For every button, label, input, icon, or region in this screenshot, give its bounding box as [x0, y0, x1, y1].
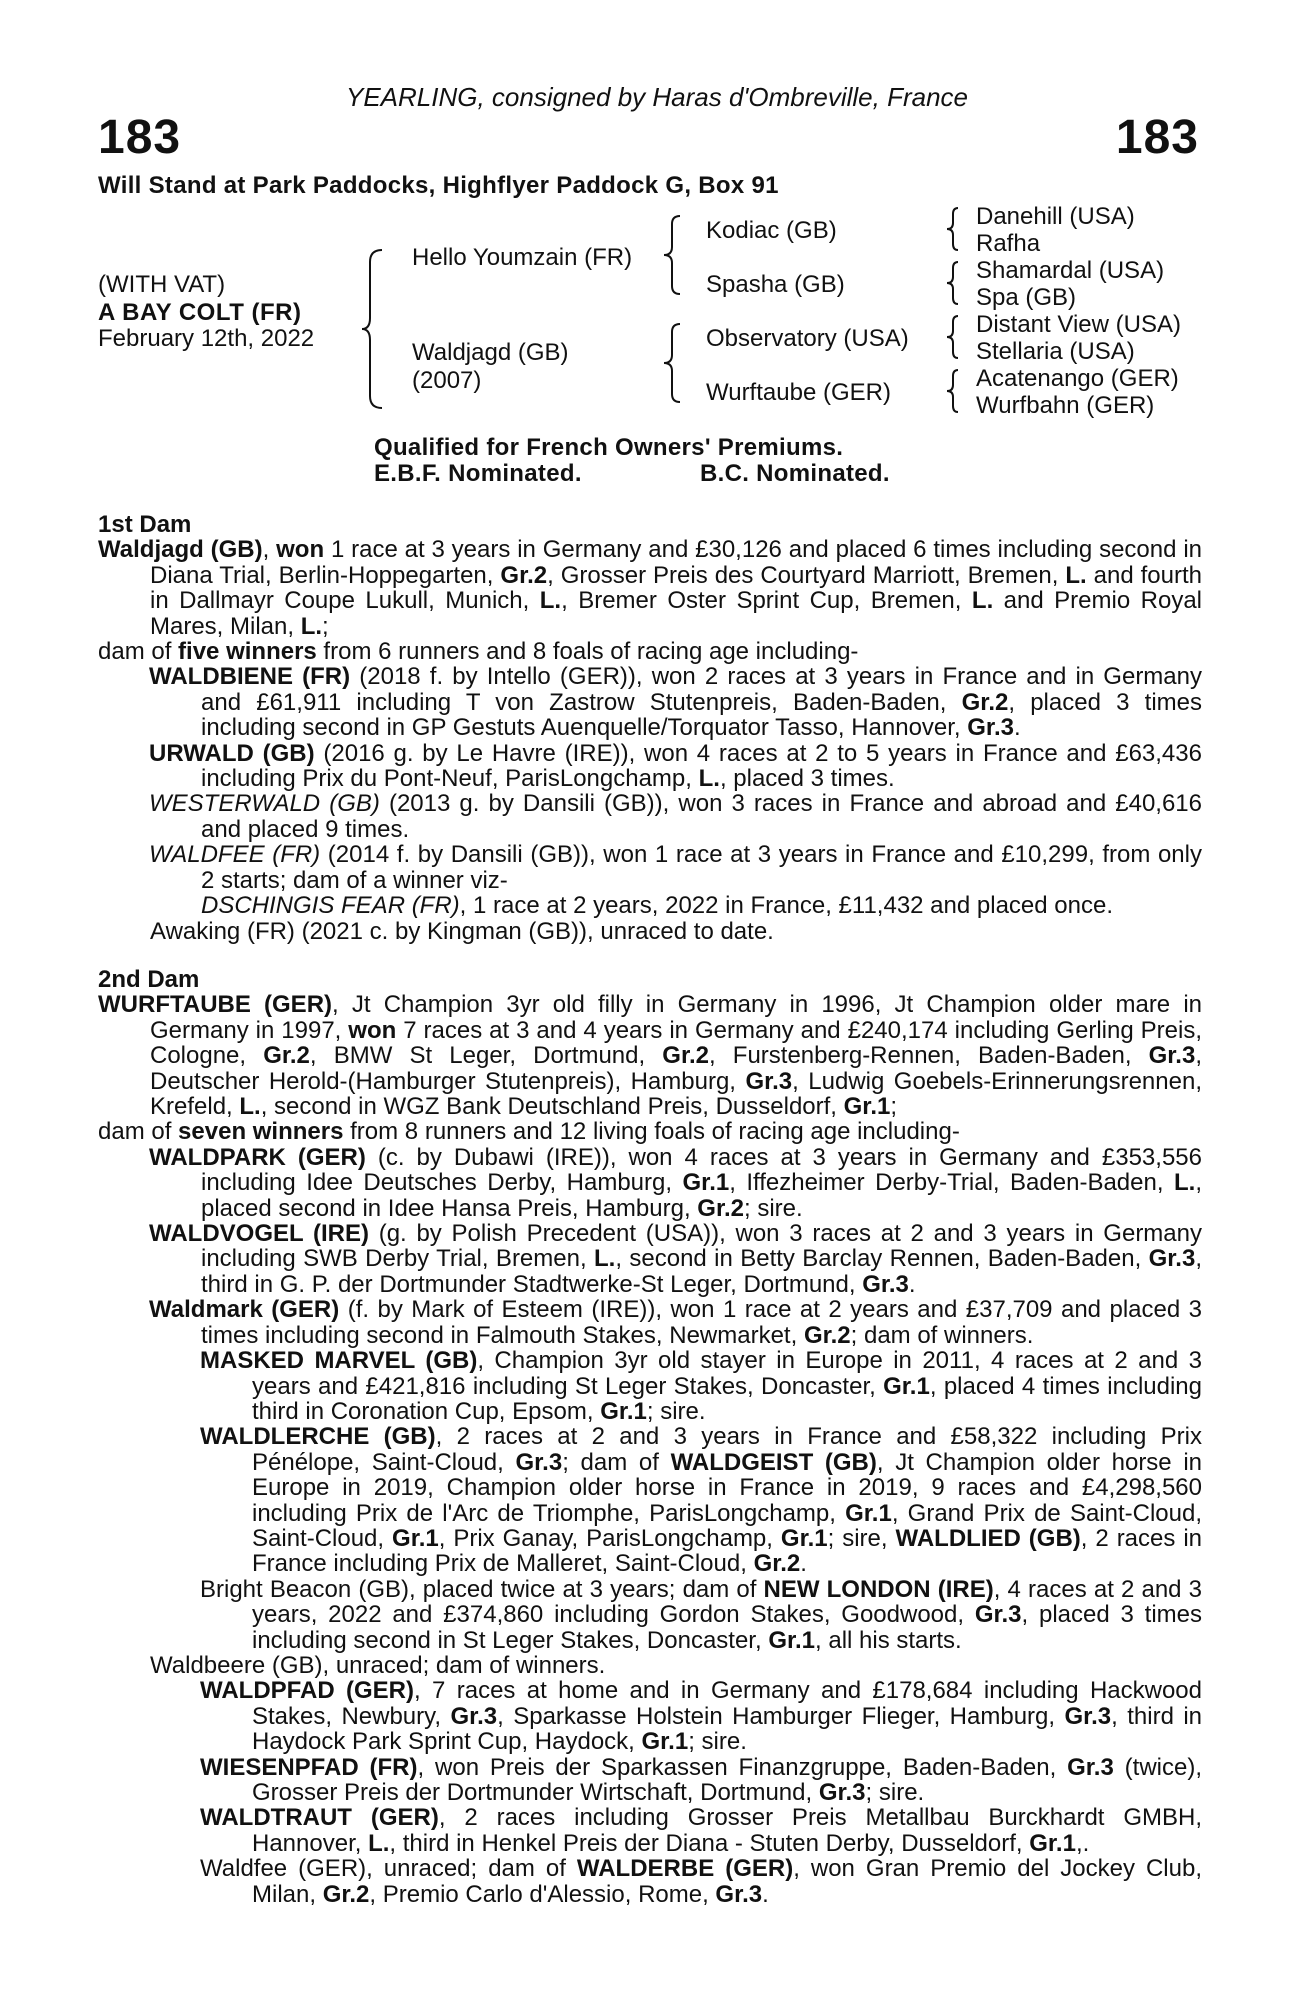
list-item: Waldbeere (GB), unraced; dam of winners. — [150, 1651, 606, 1679]
list-item: Awaking (FR) (2021 c. by Kingman (GB)), unraced to date. — [150, 917, 774, 945]
first-dam-heading: 1st Dam — [98, 511, 192, 538]
list-item: WIESENPFAD (FR), won Preis der Sparkassen Finanzgruppe, Baden-Baden, Gr.3 (twice), Grosser Preis der Dortmunder Wirtschaft, Dortmund, Gr.3; sire. — [200, 1753, 1203, 1806]
pedigree-sire-sire: Kodiac (GB) — [706, 217, 837, 244]
first-dam-section — [98, 512, 1202, 944]
pedigree-sire: Hello Youmzain (FR) — [412, 244, 633, 271]
pedigree-brace-g4 — [944, 368, 964, 414]
bc-nominated: B.C. Nominated. — [700, 460, 890, 487]
pedigree-brace-dam — [662, 322, 686, 404]
pedigree-brace-main — [360, 248, 390, 410]
list-item: WALDLERCHE (GB), 2 races at 2 and 3 years in France and £58,322 including Prix Pénélope, Saint-Cloud, Gr.3; dam of WALDGEIST (GB), Jt Champion older horse in Europe in 2019, Champion older horse in France in 2019, 9 races and £4,298,560 including Prix de l'Arc de Triomphe, ParisLongchamp, Gr.1, Grand Prix de Saint-Cloud, Saint-Cloud, Gr.1, Prix Ganay, ParisLongchamp, Gr.1; sire, WALDLIED (GB), 2 races in France including Prix de Malleret, Saint-Cloud, Gr.2. — [200, 1423, 1203, 1578]
horse-name: A BAY COLT (FR) — [98, 299, 302, 326]
list-item: DSCHINGIS FEAR (FR), 1 race at 2 years, 2022 in France, £11,432 and placed once. — [201, 892, 1113, 920]
second-dam-record: WURFTAUBE (GER), Jt Champion 3yr old filly in Germany in 1996, Jt Champion older mare in Germany in 1997, won 7 races at 3 and 4 years in Germany and £240,174 including Gerling Preis, Cologne, Gr.2, BMW St Leger, Dortmund, Gr.2, Furstenberg-Rennen, Baden-Baden, Gr.3, Deutscher Herold-(Hamburger Stutenpreis), Hamburg, Gr.3, Ludwig Goebels-Erinnerungsrennen, Krefeld, L., second in WGZ Bank Deutschland Preis, Dusseldorf, Gr.1; — [98, 991, 1203, 1121]
stand-location: Will Stand at Park Paddocks, Highflyer Paddock G, Box 91 — [98, 172, 779, 199]
pedigree-g4: Spa (GB) — [976, 284, 1077, 311]
pedigree-dam: Waldjagd (GB) — [412, 339, 569, 366]
list-item: WALDFEE (FR) (2014 f. by Dansili (GB)), won 1 race at 3 years in France and £10,299, from only 2 starts; dam of a winner viz- — [149, 841, 1202, 894]
pedigree-brace-g2 — [944, 260, 964, 306]
list-item: URWALD (GB) (2016 g. by Le Havre (IRE)), won 4 races at 2 to 5 years in France and £63,436 including Prix du Pont-Neuf, ParisLongchamp, L., placed 3 times. — [149, 739, 1202, 793]
first-dam-produce-summary: dam of five winners from 6 runners and 8 foals of racing age including- — [98, 638, 859, 666]
foaling-date: February 12th, 2022 — [98, 325, 315, 352]
consignment-line: YEARLING, consigned by Haras d'Ombreville, France — [346, 82, 968, 112]
pedigree-g2: Rafha — [976, 230, 1041, 257]
pedigree-g1: Danehill (USA) — [976, 203, 1135, 230]
list-item: Waldfee (GER), unraced; dam of WALDERBE (GER), won Gran Premio del Jockey Club, Milan, Gr.2, Premio Carlo d'Alessio, Rome, Gr.3. — [200, 1855, 1203, 1908]
second-dam-heading: 2nd Dam — [98, 966, 200, 993]
lot-number-right: 183 — [1115, 111, 1199, 164]
ebf-nominated: E.B.F. Nominated. — [374, 460, 582, 487]
list-item: WALDPFAD (GER), 7 races at home and in Germany and £178,684 including Hackwood Stakes, Newbury, Gr.3, Sparkasse Holstein Hamburger Flieger, Hamburg, Gr.3, third in Haydock Park Sprint Cup, Haydock, Gr.1; sire. — [200, 1677, 1203, 1756]
list-item: WALDBIENE (FR) (2018 f. by Intello (GER)), won 2 races at 3 years in France and in Germany and £61,911 including T von Zastrow Stutenpreis, Baden-Baden, Gr.2, placed 3 times including second in GP Gestuts Auenquelle/Torquator Tasso, Hannover, Gr.3. — [149, 663, 1202, 742]
second-dam-section — [98, 967, 1202, 1907]
pedigree-g5: Distant View (USA) — [976, 311, 1181, 338]
pedigree-dam-year: (2007) — [412, 367, 482, 394]
list-item: Waldmark (GER) (f. by Mark of Esteem (IRE)), won 1 race at 2 years and £37,709 and placed 3 times including second in Falmouth Stakes, Newmarket, Gr.2; dam of winners. — [149, 1296, 1202, 1349]
first-dam-record: Waldjagd (GB), won 1 race at 3 years in Germany and £30,126 and placed 6 times including second in Diana Trial, Berlin-Hoppegarten, Gr.2, Grosser Preis des Courtyard Marriott, Bremen, L. and fourth in Dallmayr Coupe Lukull, Munich, L., Bremer Oster Sprint Cup, Bremen, L. and Premio Royal Mares, Milan, L.; — [98, 536, 1203, 640]
french-premiums-line: Qualified for French Owners' Premiums. — [374, 434, 844, 461]
list-item: WALDPARK (GER) (c. by Dubawi (IRE)), won 4 races at 3 years in Germany and £353,556 including Idee Deutsches Derby, Hamburg, Gr.1, Iffezheimer Derby-Trial, Baden-Baden, L., placed second in Idee Hansa Preis, Hamburg, Gr.2; sire. — [149, 1143, 1202, 1222]
second-dam-produce-summary: dam of seven winners from 8 runners and 12 living foals of racing age including- — [98, 1118, 960, 1146]
lot-number-left: 183 — [98, 111, 182, 164]
pedigree-dam-dam: Wurftaube (GER) — [706, 379, 891, 406]
pedigree-g7: Acatenango (GER) — [976, 365, 1179, 392]
pedigree-g3: Shamardal (USA) — [976, 257, 1165, 284]
list-item: Bright Beacon (GB), placed twice at 3 years; dam of NEW LONDON (IRE), 4 races at 2 and 3 years, 2022 and £374,860 including Gordon Stakes, Goodwood, Gr.3, placed 3 times including second in St Leger Stakes, Doncaster, Gr.1, all his starts. — [200, 1575, 1202, 1654]
pedigree-g8: Wurfbahn (GER) — [976, 392, 1155, 419]
pedigree-brace-sire — [662, 214, 686, 296]
vat-label: (WITH VAT) — [98, 271, 226, 298]
list-item: MASKED MARVEL (GB), Champion 3yr old stayer in Europe in 2011, 4 races at 2 and 3 years and £421,816 including St Leger Stakes, Doncaster, Gr.1, placed 4 times including third in Coronation Cup, Epsom, Gr.1; sire. — [200, 1347, 1203, 1425]
list-item: WALDTRAUT (GER), 2 races including Grosser Preis Metallbau Burckhardt GMBH, Hannover, L., third in Henkel Preis der Diana - Stuten Derby, Dusseldorf, Gr.1,. — [200, 1804, 1202, 1857]
pedigree-dam-sire: Observatory (USA) — [706, 325, 909, 352]
list-item: WALDVOGEL (IRE) (g. by Polish Precedent (USA)), won 3 races at 2 and 3 years in Germany including SWB Derby Trial, Bremen, L., second in Betty Barclay Rennen, Baden-Baden, Gr.3, third in G. P. der Dortmunder Stadtwerke-St Leger, Dortmund, Gr.3. — [149, 1220, 1202, 1298]
pedigree-brace-g1 — [944, 206, 964, 252]
pedigree-brace-g3 — [944, 314, 964, 360]
pedigree-sire-dam: Spasha (GB) — [706, 271, 845, 298]
pedigree-g6: Stellaria (USA) — [976, 338, 1135, 365]
list-item: WESTERWALD (GB) (2013 g. by Dansili (GB)), won 3 races in France and abroad and £40,616 and placed 9 times. — [149, 790, 1202, 843]
